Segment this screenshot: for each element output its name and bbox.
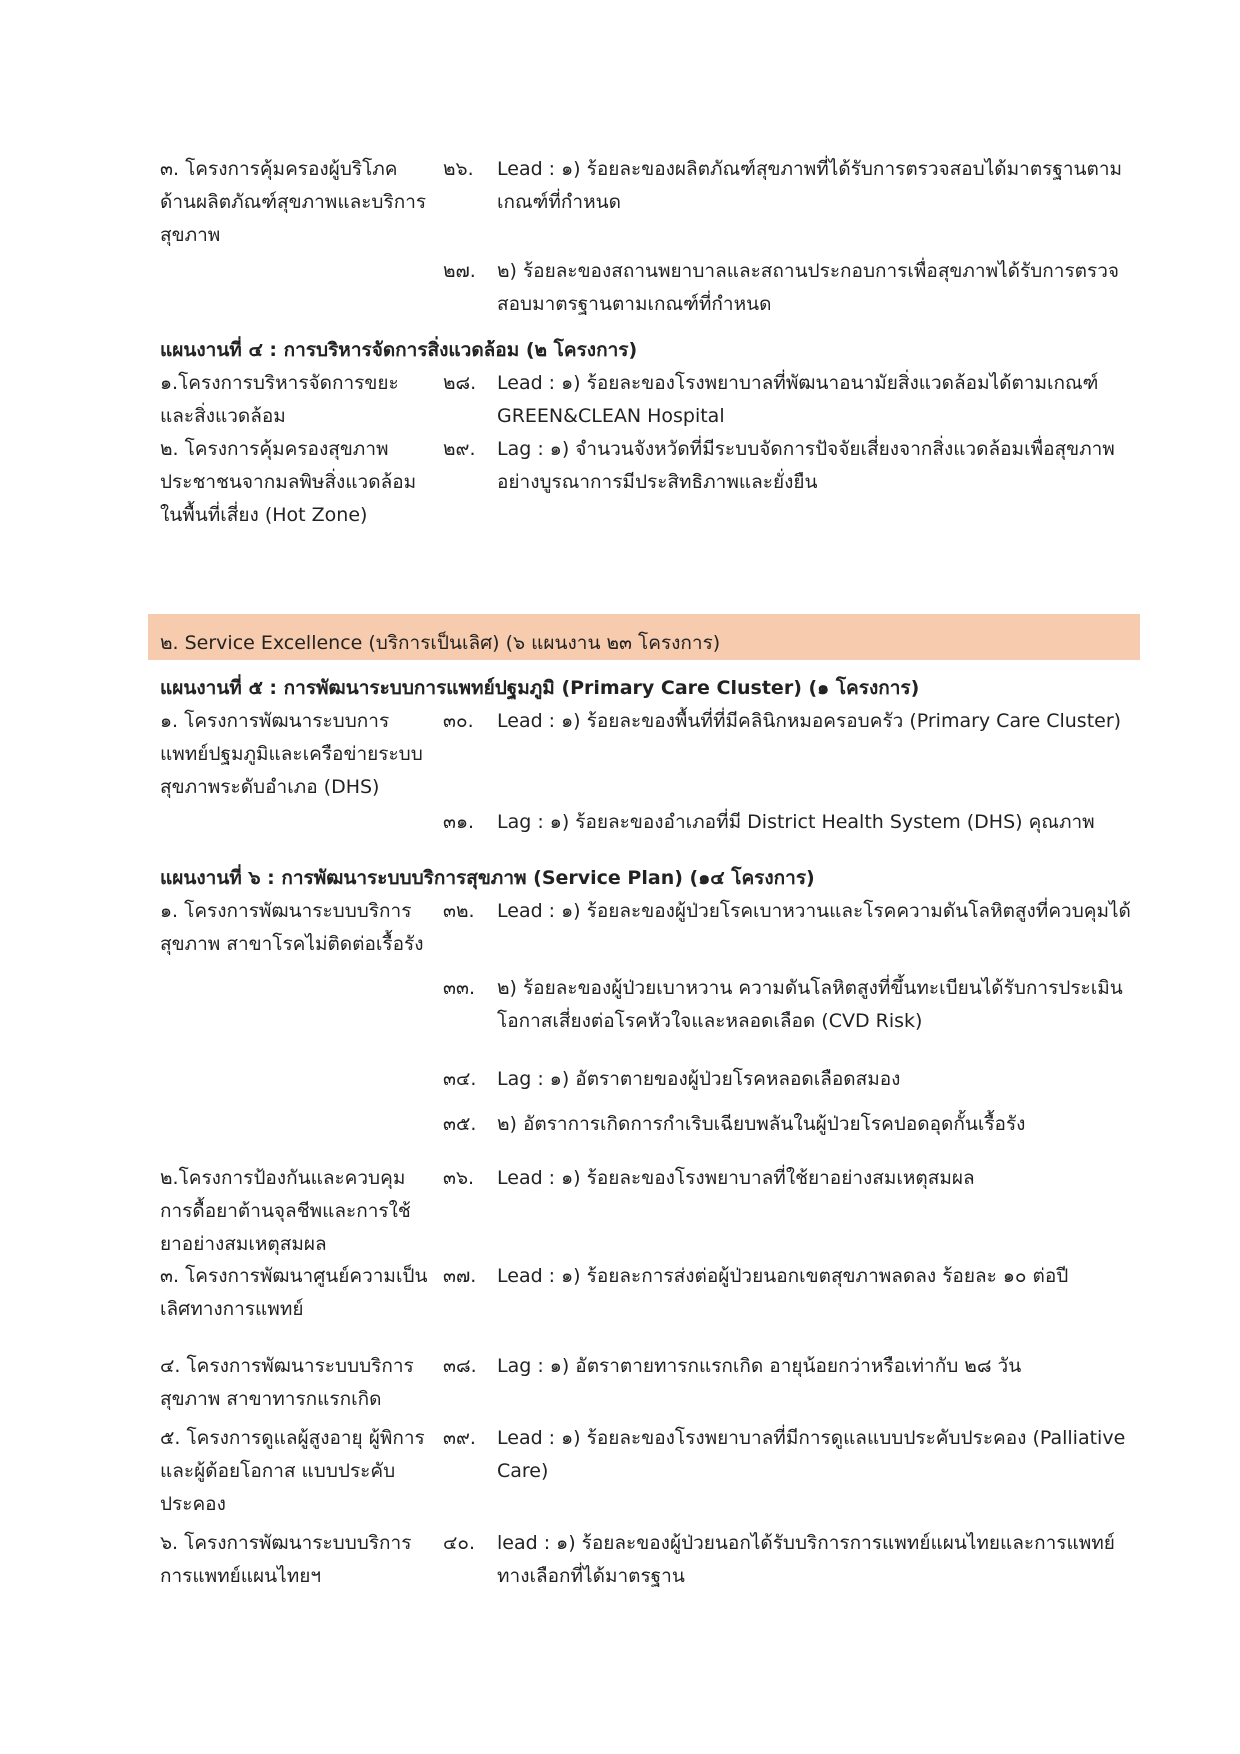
indicator-number: ๒๗.: [443, 260, 476, 282]
indicator-number: ๒๖.: [443, 158, 474, 180]
indicator-number: ๓๙.: [443, 1427, 476, 1449]
indicator-text: Lead : ๑) ร้อยละของโรงพยาบาลที่ใช้ยาอย่างสมเหตุสมผล: [497, 1167, 975, 1189]
project-name: ๔. โครงการพัฒนาระบบบริการสุขภาพ สาขาทารกแรกเกิด: [160, 1355, 414, 1410]
indicator-number: ๓๗.: [443, 1265, 477, 1287]
project-name: ๑. โครงการพัฒนาระบบบริการสุขภาพ สาขาโรคไม่ติดต่อเรื้อรัง: [160, 900, 424, 955]
plan-heading: แผนงานที่ ๕ : การพัฒนาระบบการแพทย์ปฐมภูมิ (Primary Care Cluster) (๑ โครงการ): [160, 677, 920, 699]
indicator-text: ๒) ร้อยละของสถานพยาบาลและสถานประกอบการเพื่อสุขภาพได้รับการตรวจสอบมาตรฐานตามเกณฑ์ที่กำหนด: [497, 260, 1119, 315]
plan-heading: แผนงานที่ ๔ : การบริหารจัดการสิ่งแวดล้อม (๒ โครงการ): [160, 339, 638, 361]
indicator-text: Lag : ๑) อัตราตายของผู้ป่วยโรคหลอดเลือดสมอง: [497, 1068, 901, 1090]
section-title: ๒. Service Excellence (บริการเป็นเลิศ) (๖ แผนงาน ๒๓ โครงการ): [160, 632, 721, 654]
plan-heading: แผนงานที่ ๖ : การพัฒนาระบบบริการสุขภาพ (Service Plan) (๑๔ โครงการ): [160, 867, 815, 889]
indicator-text: Lead : ๑) ร้อยละของผลิตภัณฑ์สุขภาพที่ได้รับการตรวจสอบได้มาตรฐานตามเกณฑ์ที่กำหนด: [497, 158, 1123, 213]
indicator-number: ๓๔.: [443, 1068, 477, 1090]
indicator-text: Lead : ๑) ร้อยละของโรงพยาบาลที่มีการดูแลแบบประคับประคอง (Palliative Care): [497, 1427, 1126, 1482]
project-name: ๕. โครงการดูแลผู้สูงอายุ ผู้พิการและผู้ด้อยโอกาส แบบประคับประคอง: [160, 1427, 425, 1515]
project-name: ๒.โครงการป้องกันและควบคุมการดื้อยาต้านจุลชีพและการใช้ยาอย่างสมเหตุสมผล: [160, 1167, 411, 1255]
indicator-text: ๒) อัตราการเกิดการกำเริบเฉียบพลันในผู้ป่วยโรคปอดอุดกั้นเรื้อรัง: [497, 1113, 1026, 1135]
indicator-number: ๓๒.: [443, 900, 475, 922]
indicator-text: lead : ๑) ร้อยละของผู้ป่วยนอกได้รับบริการการแพทย์แผนไทยและการแพทย์ทางเลือกที่ได้มาตรฐาน: [497, 1532, 1115, 1587]
project-name: ๑.โครงการบริหารจัดการขยะและสิ่งแวดล้อม: [160, 372, 399, 427]
indicator-text: Lag : ๑) อัตราตายทารกแรกเกิด อายุน้อยกว่าหรือเท่ากับ ๒๘ วัน: [497, 1355, 1022, 1377]
indicator-text: Lead : ๑) ร้อยละของผู้ป่วยโรคเบาหวานและโรคความดันโลหิตสูงที่ควบคุมได้: [497, 900, 1131, 922]
project-name: ๓. โครงการคุ้มครองผู้บริโภคด้านผลิตภัณฑ์สุขภาพและบริการสุขภาพ: [160, 158, 427, 246]
indicator-number: ๒๘.: [443, 372, 477, 394]
section-banner: [148, 614, 1140, 660]
indicator-text: Lead : ๑) ร้อยละของพื้นที่ที่มีคลินิกหมอครอบครัว (Primary Care Cluster): [497, 710, 1122, 732]
indicator-text: Lag : ๑) จำนวนจังหวัดที่มีระบบจัดการปัจจัยเสี่ยงจากสิ่งแวดล้อมเพื่อสุขภาพอย่างบูรณาการมีประสิทธิภาพและยั่งยืน: [497, 438, 1115, 493]
project-name: ๓. โครงการพัฒนาศูนย์ความเป็นเลิศทางการแพทย์: [160, 1265, 428, 1320]
indicator-text: Lead : ๑) ร้อยละการส่งต่อผู้ป่วยนอกเขตสุขภาพลดลง ร้อยละ ๑๐ ต่อปี: [497, 1265, 1069, 1287]
project-name: ๑. โครงการพัฒนาระบบการแพทย์ปฐมภูมิและเครือข่ายระบบสุขภาพระดับอำเภอ (DHS): [160, 710, 423, 798]
indicator-number: ๓๑.: [443, 811, 475, 833]
indicator-text: Lead : ๑) ร้อยละของโรงพยาบาลที่พัฒนาอนามัยสิ่งแวดล้อมได้ตามเกณฑ์ GREEN&CLEAN Hospital: [497, 372, 1099, 427]
indicator-number: ๓๓.: [443, 977, 476, 999]
indicator-number: ๒๙.: [443, 438, 476, 460]
indicator-number: ๓๖.: [443, 1167, 475, 1189]
indicator-number: ๓๕.: [443, 1113, 477, 1135]
project-name: ๖. โครงการพัฒนาระบบบริการการแพทย์แผนไทยฯ: [160, 1532, 412, 1587]
indicator-number: ๔๐.: [443, 1532, 476, 1554]
indicator-text: ๒) ร้อยละของผู้ป่วยเบาหวาน ความดันโลหิตสูงที่ขึ้นทะเบียนได้รับการประเมินโอกาสเสี่ยงต่อโรคหัวใจและหลอดเลือด (CVD Risk): [497, 977, 1123, 1032]
indicator-number: ๓๘.: [443, 1355, 477, 1377]
indicator-text: Lag : ๑) ร้อยละของอำเภอที่มี District Health System (DHS) คุณภาพ: [497, 811, 1095, 833]
project-name: ๒. โครงการคุ้มครองสุขภาพประชาชนจากมลพิษสิ่งแวดล้อมในพื้นที่เสี่ยง (Hot Zone): [160, 438, 417, 526]
indicator-number: ๓๐.: [443, 710, 474, 732]
